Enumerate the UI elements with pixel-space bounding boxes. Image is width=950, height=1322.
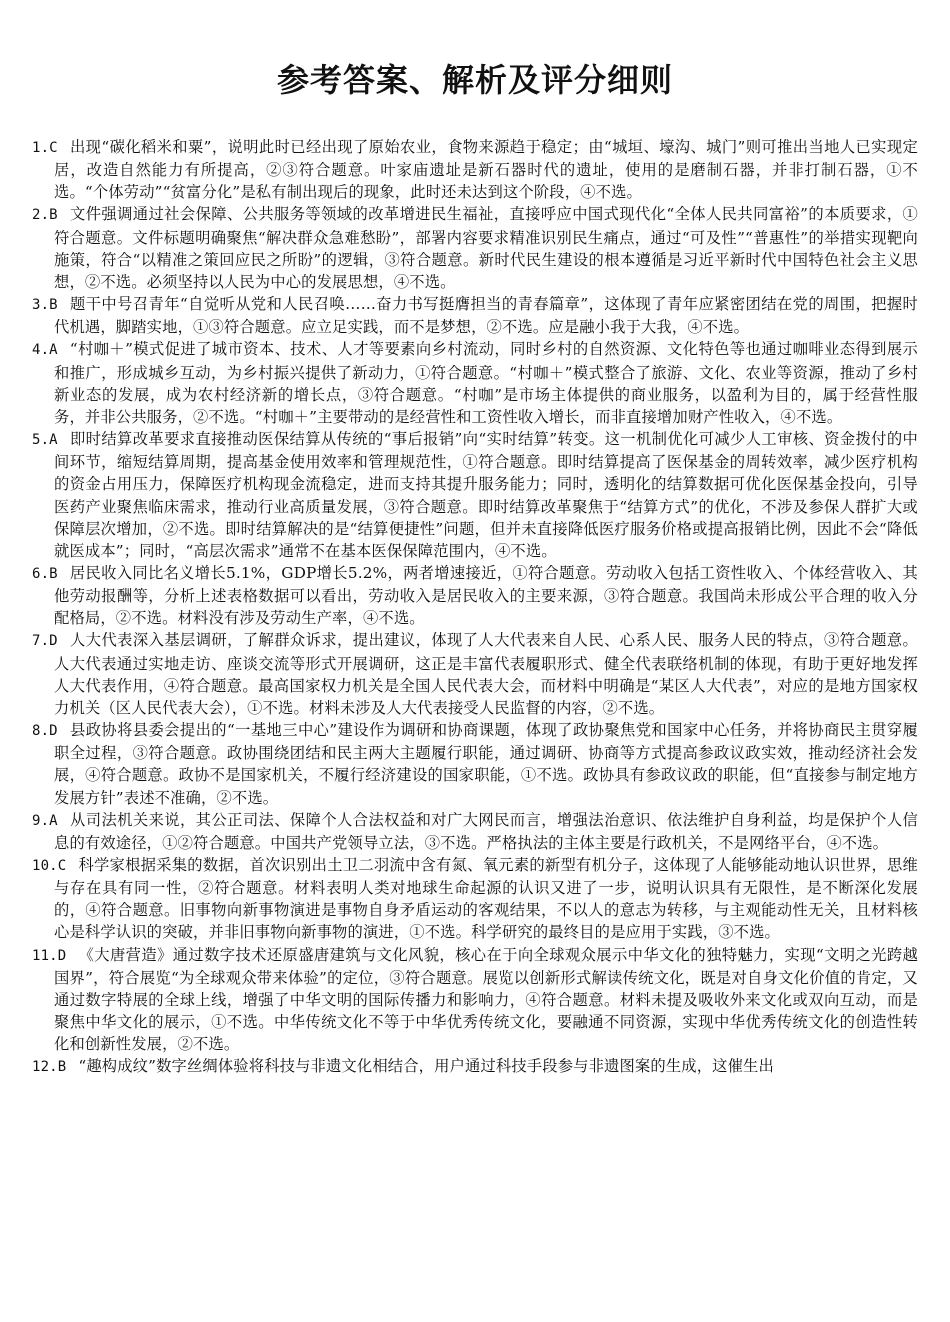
answer-choice: B — [57, 1059, 67, 1076]
answer-choice: C — [49, 140, 58, 156]
explanation-text: 科学家根据采集的数据，首次识别出土卫二羽流中含有氮、氧元素的新型有机分子，这体现了人能够能动地认识世界，思维与存在具有同一性，②符合题意。材料表明人类对地球生命起源的认识又进了一步，说明认识具有无限性，是不断深化发展的，④符合题意。旧事物向新事物演进是事物自身矛盾运动的客观结果，不以人的意志为转移，与主观能动性无关，且材料核心是科学认识的突破，并非旧事物向新事物的演进，①不选。科学研究的最终目的是应用于实践，③不选。 — [54, 856, 918, 942]
question-number: 12. — [32, 1059, 58, 1076]
answer-item — [32, 719, 918, 809]
explanation-text: 从司法机关来说，其公正司法、保障个人合法权益和对广大网民而言，增强法治意识、依法维护自身利益，均是保护个人信息的有效途径，①②符合题意。中国共产党领导立法，③不选。严格执法的主体主要是行政机关，不是网络平台，④不选。 — [54, 810, 918, 852]
question-number: 6. — [32, 565, 50, 582]
explanation-text: 文件强调通过社会保障、公共服务等领域的改革增进民生福祉，直接呼应中国式现代化“全体人民共同富裕”的本质要求，①符合题意。文件标题明确聚焦“解决群众急难愁盼”，部署内容要求精准识别民生痛点，通过“可及性”“普惠性”的举措实现靶向施策，符合“以精准之策回应民之所盼”的逻辑，③符合题意。新时代民生建设的根本遵循是习近平新时代中国特色社会主义思想，②不选。必须坚持以人民为中心的发展思想，④不选。 — [54, 205, 918, 291]
explanation-text: 即时结算改革要求直接推动医保结算从传统的“事后报销”向“实时结算”转变。这一机制优化可减少人工审核、资金拨付的中间环节，缩短结算周期，提高基金使用效率和管理规范性，①符合题意。即时结算提高了医保基金的周转效率，减少医疗机构的资金占用压力，保障医疗机构现金流稳定，进而支持其提升服务能力；同时，透明化的结算数据可优化医保基金投向，引导医药产业聚焦临床需求，推动行业高质量发展，③符合题意。即时结算改革聚焦于“结算方式”的优化，不涉及参保人群扩大或保障层次增加，②不选。即时结算解决的是“结算便捷性”问题，但并未直接降低医疗服务价格或提高报销比例，因此不会“降低就医成本”；同时，“高层次需求”通常不在基本医保保障范围内，④不选。 — [54, 430, 918, 560]
question-number: 5. — [32, 432, 50, 449]
explanation-text: 出现“碳化稻米和粟”，说明此时已经出现了原始农业，食物来源趋于稳定；由“城垣、壕沟、城门”则可推出当地人已实现定居，改造自然能力有所提高，②③符合题意。叶家庙遗址是新石器时代的遗址，使用的是磨制石器，并非打制石器，①不选。“个体劳动”“贫富分化”是私有制出现后的现象，此时还未达到这个阶段，④不选。 — [54, 138, 918, 202]
explanation-text: 《大唐营造》通过数字技术还原盛唐建筑与文化风貌，核心在于向全球观众展示中华文化的独特魅力，实现“文明之光跨越国界”，符合展览“为全球观众带来体验”的定位，③符合题意。展览以创新形式解读传统文化，既是对自身文化价值的肯定，又通过数字特展的全球上线，增强了中华文明的国际传播力和影响力，④符合题意。材料未提及吸收外来文化或双向互动，而是聚焦中华文化的展示，①不选。中华传统文化不等于中华优秀传统文化，要融通不同资源，实现中华优秀传统文化的创造性转化和创新性发展，②不选。 — [54, 945, 918, 1054]
answer-list — [32, 136, 918, 1079]
page-title: 参考答案、解析及评分细则 — [276, 61, 673, 99]
answer-item — [32, 428, 918, 562]
answer-choice: A — [49, 432, 58, 449]
question-number: 8. — [32, 723, 50, 740]
answer-choice: A — [49, 812, 58, 829]
question-number: 4. — [32, 342, 50, 359]
answer-item — [32, 203, 918, 293]
question-number: 7. — [32, 633, 50, 650]
question-number: 1. — [32, 140, 50, 156]
answer-item — [32, 1055, 918, 1078]
answer-item — [32, 629, 918, 719]
answer-item — [32, 944, 918, 1056]
explanation-text: 居民收入同比名义增长5.1%，GDP增长5.2%，两者增速接近，①符合题意。劳动收入包括工资性收入、个体经营收入、其他劳动报酬等，分析上述表格数据可以看出，劳动收入是居民收入的主要来源，③符合题意。我国尚未形成公平合理的收入分配格局，②不选。材料没有涉及劳动生产率，④不选。 — [54, 563, 918, 628]
question-number: 10. — [32, 858, 58, 874]
answer-choice: D — [49, 723, 58, 740]
answer-choice: B — [49, 207, 58, 224]
answer-choice: C — [57, 858, 67, 874]
explanation-text: “村咖＋”模式促进了城市资本、技术、人才等要素向乡村流动，同时乡村的自然资源、文化特色等也通过咖啡业态得到展示和推广，形成城乡互动，为乡村振兴提供了新动力，①符合题意。“村咖＋”模式整合了旅游、文化、农业等资源，推动了乡村新业态的发展，成为农村经济新的增长点，③符合题意。“村咖”是市场主体提供的商业服务，以盈利为目的，属于经营性服务，并非公共服务，②不选。“村咖＋”主要带动的是经营性和工资性收入增长，而非直接增加财产性收入，④不选。 — [54, 340, 918, 426]
answer-item — [32, 854, 918, 944]
answer-item — [32, 136, 918, 203]
answer-item — [32, 562, 918, 629]
answer-item — [32, 293, 918, 338]
answer-choice: B — [49, 297, 58, 314]
answer-choice: A — [49, 342, 58, 359]
question-number: 3. — [32, 297, 50, 314]
answer-item — [32, 809, 918, 854]
question-number: 9. — [32, 812, 50, 829]
answer-choice: D — [57, 947, 67, 964]
explanation-text: 人大代表深入基层调研，了解群众诉求，提出建议，体现了人大代表来自人民、心系人民、服务人民的特点，③符合题意。人大代表通过实地走访、座谈交流等形式开展调研，这正是丰富代表履职形式、健全代表联络机制的体现，有助于更好地发挥人大代表作用，④符合题意。最高国家权力机关是全国人民代表大会，而材料中明确是“某区人大代表”，对应的是地方国家权力机关（区人民代表大会），①不选。材料未涉及人大代表接受人民监督的内容，②不选。 — [54, 631, 918, 717]
explanation-text: 题干中号召青年“自觉听从党和人民召唤……奋力书写挺膺担当的青春篇章”，这体现了青年应紧密团结在党的周围，把握时代机遇，脚踏实地，①③符合题意。应立足实践，而不是梦想，②不选。应是融小我于大我，④不选。 — [54, 295, 918, 337]
explanation-text: “趣构成纹”数字丝绸体验将科技与非遗文化相结合，用户通过科技手段参与非遗图案的生成，这催生出 — [78, 1057, 774, 1076]
question-number: 2. — [32, 207, 50, 224]
answer-item — [32, 338, 918, 428]
answer-choice: B — [49, 565, 58, 582]
answer-choice: D — [49, 633, 58, 650]
explanation-text: 县政协将县委会提出的“一基地三中心”建设作为调研和协商课题，体现了政协聚焦党和国家中心任务，并将协商民主贯穿履职全过程，③符合题意。政协围绕团结和民主两大主题履行职能，通过调研、协商等方式提高参政议政实效，推动经济社会发展，④符合题意。政协不是国家机关，不履行经济建设的国家职能，①不选。政协具有参政议政的职能，但“直接参与制定地方发展方针”表述不准确，②不选。 — [54, 721, 918, 807]
question-number: 11. — [32, 947, 58, 964]
